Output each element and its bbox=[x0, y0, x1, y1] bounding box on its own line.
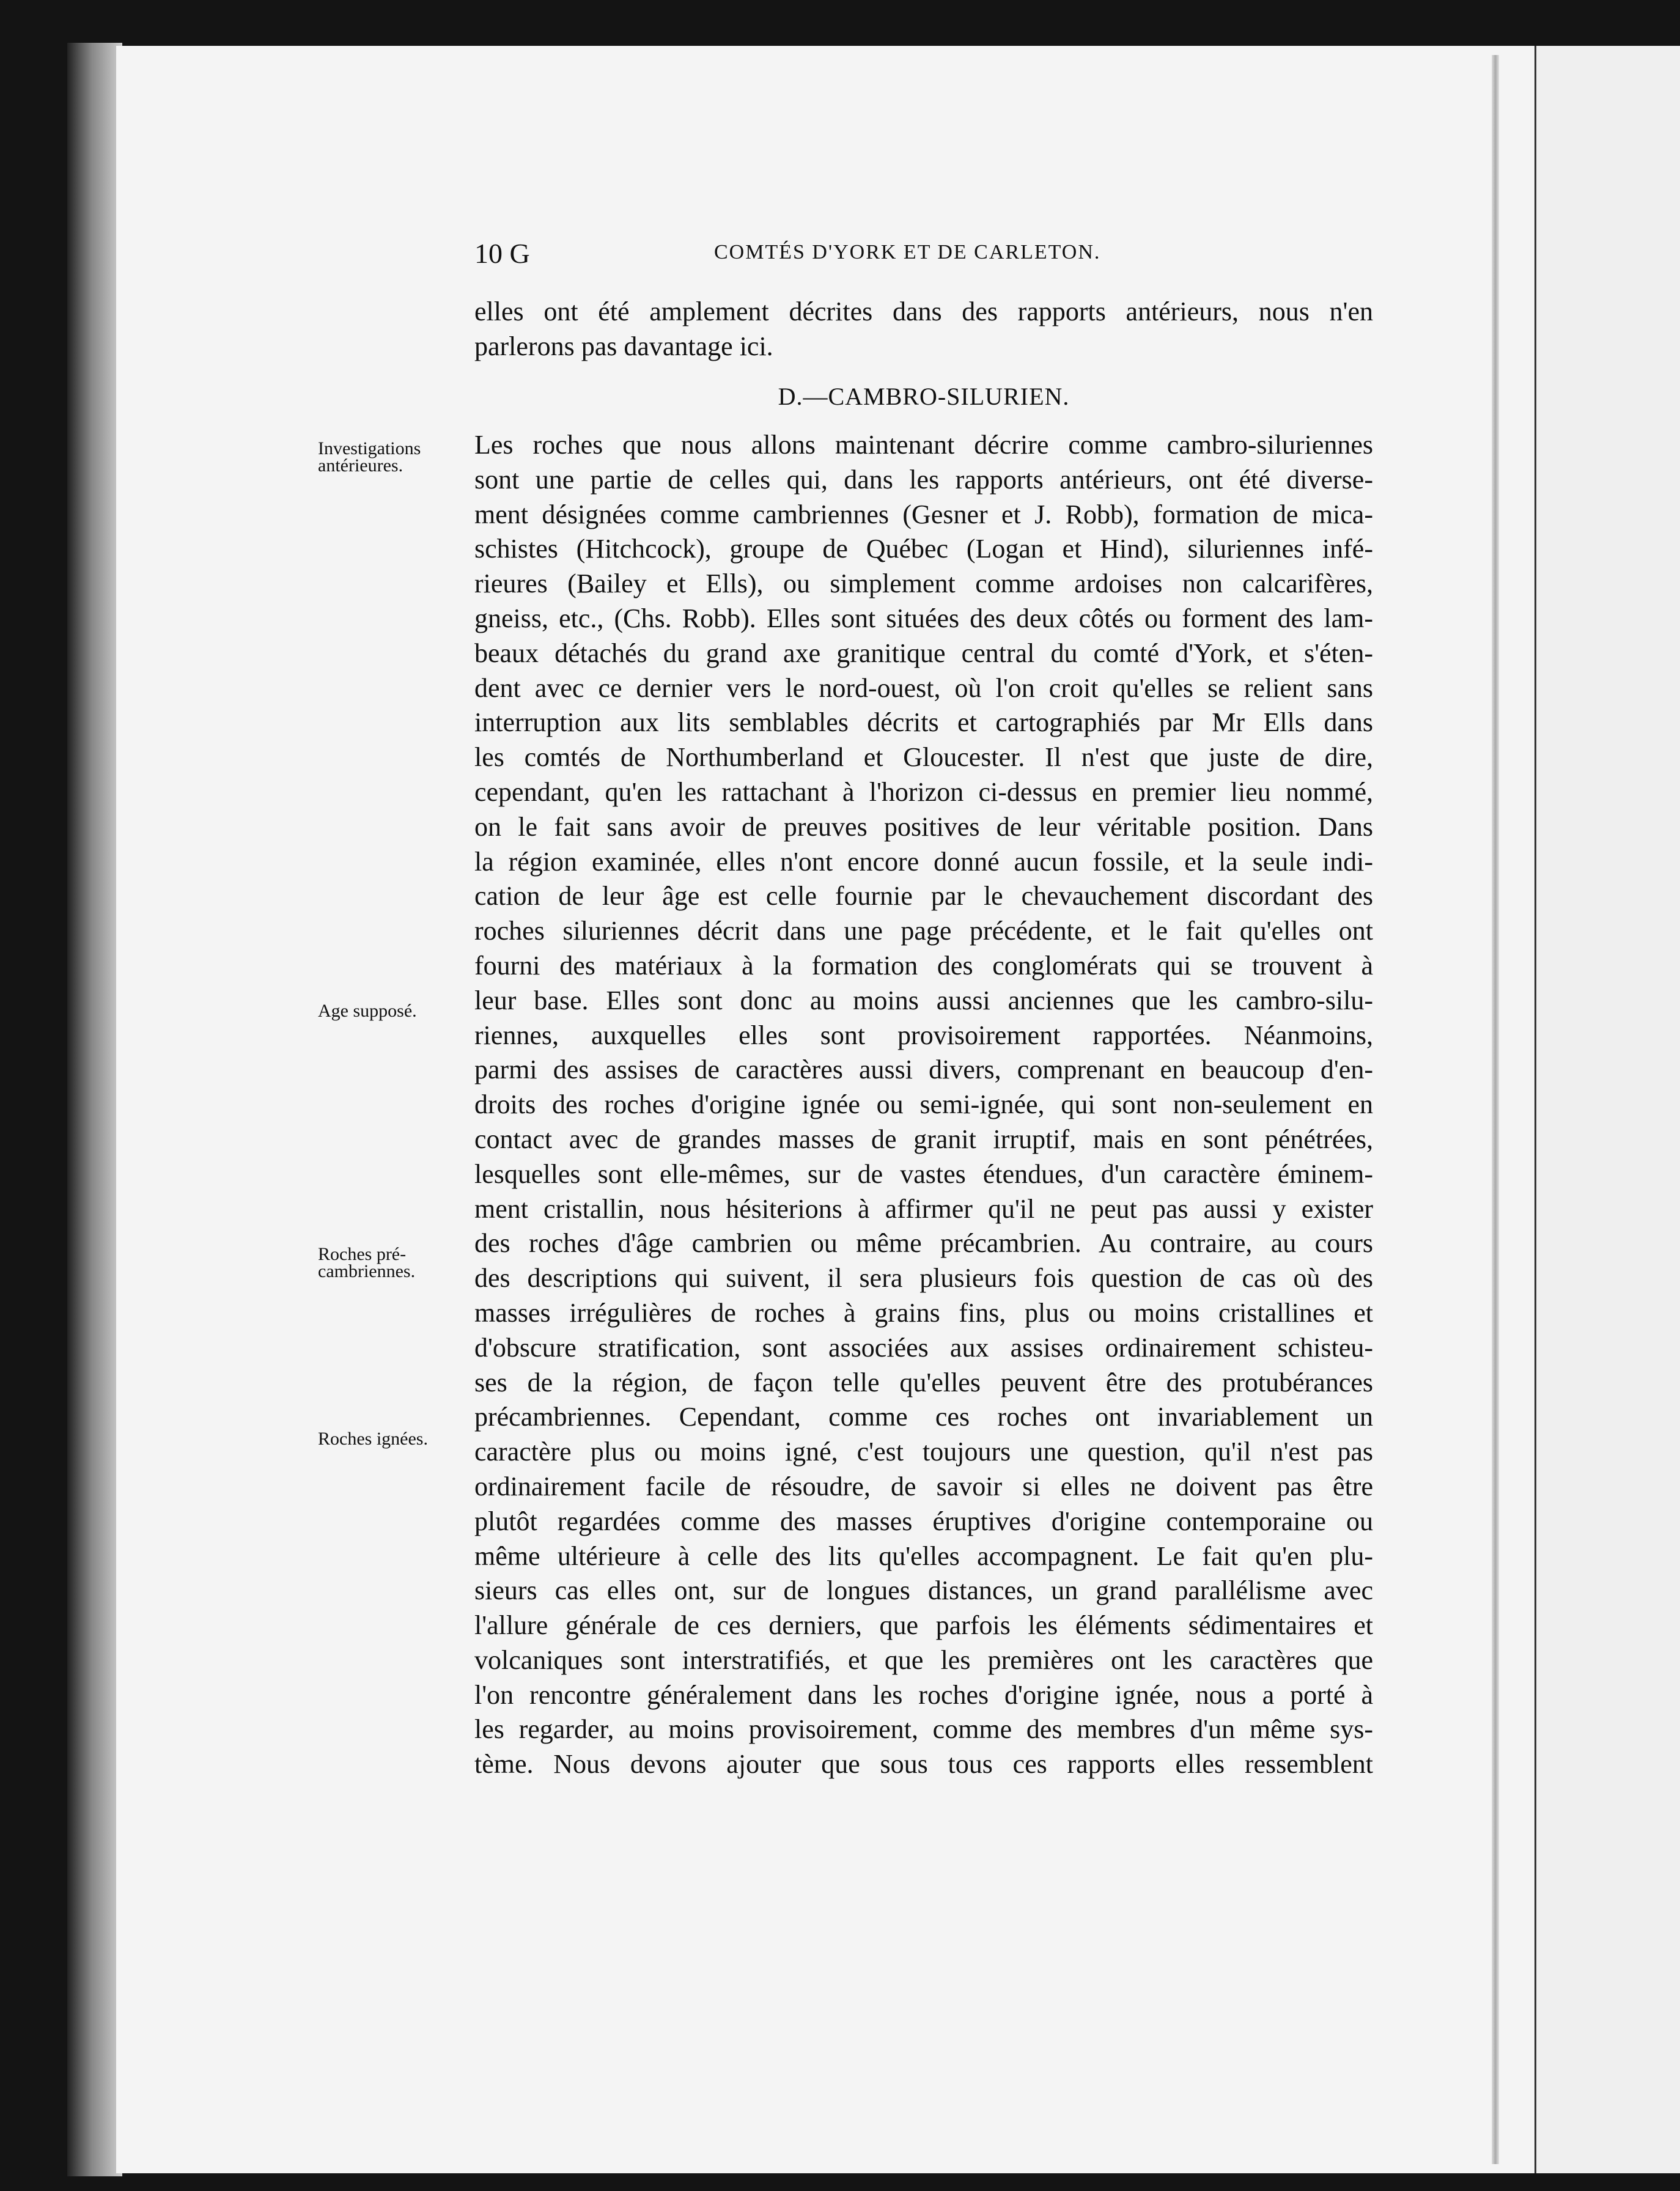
text-line: ment désignées comme cambriennes (Gesner et J. Robb), formation de mica- bbox=[474, 499, 1373, 529]
text-line: beaux détachés du grand axe granitique central du comté d'York, et s'éten- bbox=[474, 638, 1373, 668]
text-line: ses de la région, de façon telle qu'elles peuvent être des protubérances bbox=[474, 1367, 1373, 1397]
margin-note-precambrian: Roches pré-cambriennes. bbox=[318, 1244, 416, 1281]
text-line: interruption aux lits semblables décrits et cartographiés par Mr Ells dans bbox=[474, 707, 1373, 738]
text-line: plutôt regardées comme des masses éruptives d'origine contemporaine ou bbox=[474, 1506, 1373, 1536]
text-line: rieures (Bailey et Ells), ou simplement comme ardoises non calcarifères, bbox=[474, 569, 1373, 599]
text-line: même ultérieure à celle des lits qu'elles accompagnent. Le fait qu'en plu- bbox=[474, 1541, 1373, 1571]
text-line: ordinairement facile de résoudre, de savoir si elles ne doivent pas être bbox=[474, 1471, 1373, 1501]
text-line: sieurs cas elles ont, sur de longues distances, un grand parallélisme avec bbox=[474, 1575, 1373, 1606]
text-line: Les roches que nous allons maintenant décrire comme cambro-siluriennes bbox=[474, 430, 1373, 460]
text-line: des roches d'âge cambrien ou même précambrien. Au contraire, au cours bbox=[474, 1228, 1373, 1259]
text-line: des descriptions qui suivent, il sera plusieurs fois question de cas où des bbox=[474, 1263, 1373, 1294]
text-line: caractère plus ou moins igné, c'est toujours une question, qu'il n'est pas bbox=[474, 1437, 1373, 1467]
next-page-edge bbox=[1534, 46, 1680, 2173]
margin-note-igneous: Roches ignées. bbox=[318, 1429, 428, 1449]
section-heading: D.—CAMBRO-SILURIEN. bbox=[778, 383, 1070, 410]
text-line: leur base. Elles sont donc au moins aussi anciennes que les cambro-silu- bbox=[474, 985, 1373, 1015]
text-line: gneiss, etc., (Chs. Robb). Elles sont situées des deux côtés ou forment des lam- bbox=[474, 603, 1373, 633]
text-line: la région examinée, elles n'ont encore donné aucun fossile, et la seule indi- bbox=[474, 846, 1373, 877]
text-line: lesquelles sont elle-mêmes, sur de vastes étendues, d'un caractère éminem- bbox=[474, 1158, 1373, 1189]
text-line: les comtés de Northumberland et Gloucester. Il n'est que juste de dire, bbox=[474, 742, 1373, 773]
text-line: parmi des assises de caractères aussi divers, comprenant en beaucoup d'en- bbox=[474, 1055, 1373, 1085]
text-line: dent avec ce dernier vers le nord-ouest, où l'on croit qu'elles se relient sans bbox=[474, 672, 1373, 703]
text-line: masses irrégulières de roches à grains fins, plus ou moins cristallines et bbox=[474, 1297, 1373, 1328]
text-line: tème. Nous devons ajouter que sous tous ces rapports elles ressemblent bbox=[474, 1749, 1373, 1780]
page-left-edge bbox=[67, 43, 122, 2176]
text-line: l'allure générale de ces derniers, que parfois les éléments sédimentaires et bbox=[474, 1610, 1373, 1641]
page-number: 10 G bbox=[474, 238, 530, 269]
text-line: roches siluriennes décrit dans une page précédente, et le fait qu'elles ont bbox=[474, 916, 1373, 946]
text-line: les regarder, au moins provisoirement, comme des membres d'un même sys- bbox=[474, 1714, 1373, 1745]
text-line: volcaniques sont interstratifiés, et que les premières ont les caractères que bbox=[474, 1644, 1373, 1675]
text-line: l'on rencontre généralement dans les roches d'origine ignée, nous a porté à bbox=[474, 1679, 1373, 1710]
text-line: schistes (Hitchcock), groupe de Québec (Logan et Hind), siluriennes infé- bbox=[474, 534, 1373, 564]
text-line: cependant, qu'en les rattachant à l'horizon ci-dessus en premier lieu nommé, bbox=[474, 776, 1373, 807]
text-line: ment cristallin, nous hésiterions à affirmer qu'il ne peut pas aussi y exister bbox=[474, 1193, 1373, 1224]
margin-note-age: Age supposé. bbox=[318, 1001, 417, 1021]
text-line: cation de leur âge est celle fournie par le chevauchement discordant des bbox=[474, 881, 1373, 911]
main-paragraph bbox=[474, 428, 1373, 1782]
text-line: contact avec de grandes masses de granit irruptif, mais en sont pénétrées, bbox=[474, 1124, 1373, 1154]
text-line: droits des roches d'origine ignée ou semi-ignée, qui sont non-seulement en bbox=[474, 1089, 1373, 1120]
text-line: fourni des matériaux à la formation des conglomérats qui se trouvent à bbox=[474, 950, 1373, 981]
margin-note-investigations: Investigations antérieures. bbox=[318, 438, 421, 476]
text-line: d'obscure stratification, sont associées aux assises ordinairement schisteu- bbox=[474, 1332, 1373, 1363]
text-line: elles ont été amplement décrites dans des rapports antérieurs, nous n'en bbox=[474, 296, 1373, 326]
intro-paragraph bbox=[474, 295, 1373, 364]
text-line: on le fait sans avoir de preuves positives de leur véritable position. Dans bbox=[474, 811, 1373, 842]
text-line: précambriennes. Cependant, comme ces roches ont invariablement un bbox=[474, 1402, 1373, 1432]
text-line: sont une partie de celles qui, dans les rapports antérieurs, ont été diverse- bbox=[474, 464, 1373, 495]
text-line: parlerons pas davantage ici. bbox=[474, 331, 773, 361]
running-title: COMTÉS D'YORK ET DE CARLETON. bbox=[714, 241, 1101, 263]
page-fold bbox=[1492, 55, 1499, 2164]
text-line: riennes, auxquelles elles sont provisoirement rapportées. Néanmoins, bbox=[474, 1020, 1373, 1050]
page-header bbox=[474, 237, 1373, 268]
